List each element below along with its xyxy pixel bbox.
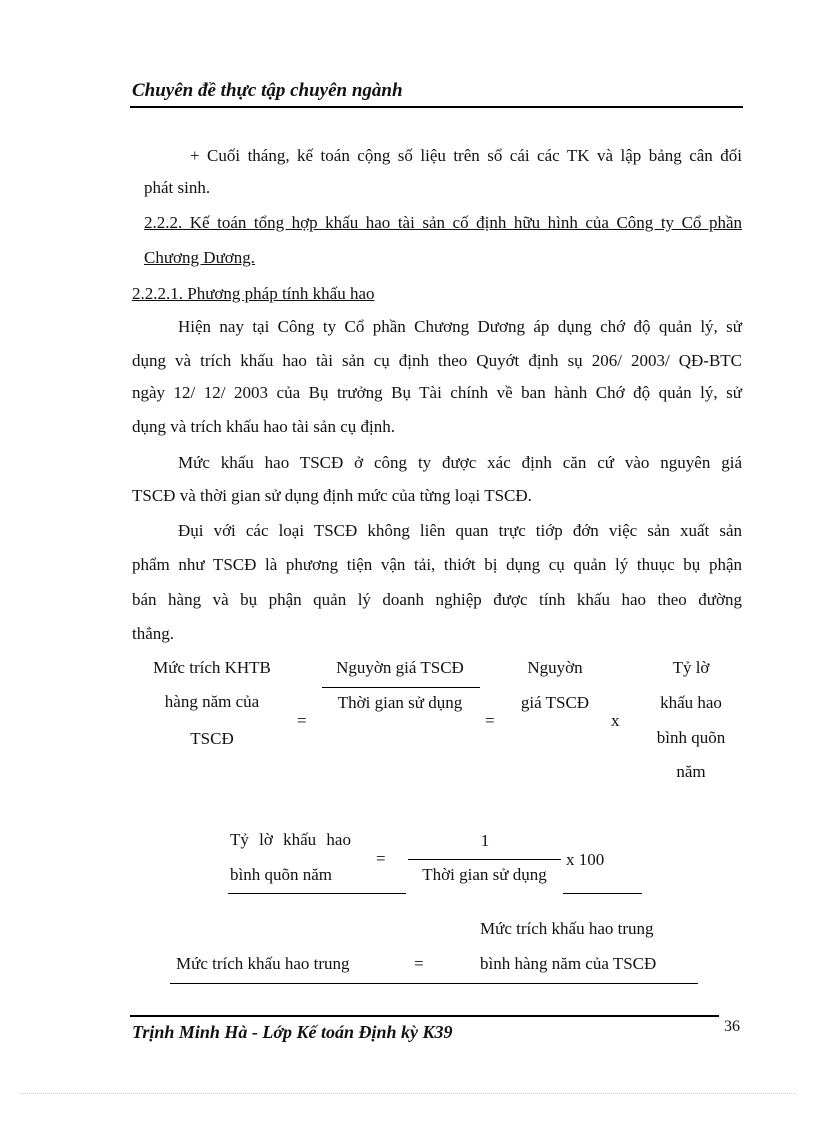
formula-1-multiply: x [611, 711, 620, 730]
page-number: 36 [724, 1018, 740, 1035]
paragraph-3-line-1: Mức khấu hao TSCĐ ở công ty được xác định căn cứ vào nguyên giá [178, 453, 742, 472]
formula-1-rate-line-2: khấu hao [660, 693, 722, 712]
formula-2-denominator: Thời gian sử dụng [422, 865, 547, 884]
section-heading-line-2: Chương Dương. [144, 248, 256, 267]
formula-3-rule [170, 983, 698, 984]
formula-1-rate-line-1: Tỷ lờ [672, 658, 710, 677]
subsection-heading: 2.2.2.1. Phương pháp tính khấu hao [132, 284, 375, 303]
formula-1-term-line-2: giá TSCĐ [520, 693, 590, 712]
formula-2-fraction-bar [408, 859, 561, 860]
formula-2-lhs-line-1: Tỷ lờ khấu hao [230, 830, 351, 849]
page-bottom-dotted-line [20, 1093, 796, 1094]
footer-rule [130, 1015, 719, 1017]
header-rule [130, 106, 743, 108]
paragraph-3-line-2: TSCĐ và thời gian sử dụng định mức của từng loại TSCĐ. [132, 486, 532, 505]
formula-1-lhs-line-2: hàng năm của [164, 692, 260, 711]
formula-1-term-line-1: Nguyờn [527, 658, 583, 677]
formula-1-equals-1: = [297, 711, 307, 730]
footer-author: Trịnh Minh Hà - Lớp Kế toán Định kỳ K39 [132, 1022, 453, 1042]
formula-1-numerator: Nguyờn giá TSCĐ [336, 658, 464, 677]
paragraph-4-line-4: thẳng. [132, 624, 175, 643]
formula-1-equals-2: = [485, 711, 495, 730]
formula-1-denominator: Thời gian sử dụng [337, 693, 463, 712]
paragraph-2-line-3: ngày 12/ 12/ 2003 của Bụ trưởng Bụ Tài chính về ban hành Chớ độ quản lý, sử [132, 383, 742, 402]
formula-3-rhs-line-1: Mức trích khấu hao trung [480, 919, 654, 938]
paragraph-2-line-2: dụng và trích khấu hao tài sản cụ định theo Quyớt định sụ 206/ 2003/ QĐ-BTC [132, 351, 742, 370]
paragraph-4-line-2: phẩm như TSCĐ là phương tiện vận tải, thiớt bị dụng cụ quản lý thuục bụ phận [132, 555, 742, 574]
formula-3-lhs: Mức trích khấu hao trung [176, 954, 350, 973]
formula-2-numerator: 1 [480, 831, 490, 850]
formula-1-fraction-bar [322, 687, 480, 688]
formula-1-lhs-line-1: Mức trích KHTB [153, 658, 271, 677]
formula-3-equals: = [414, 954, 424, 973]
section-heading-line-1: 2.2.2. Kế toán tổng hợp khấu hao tài sản cố định hữu hình của Công ty Cổ phần [144, 213, 742, 232]
paragraph-4-line-1: Đụi với các loại TSCĐ không liên quan trực tiớp đớn việc sản xuất sản [178, 521, 742, 540]
paragraph-4-line-3: bán hàng và bụ phận quản lý doanh nghiệp được tính khấu hao theo đường [132, 590, 742, 609]
paragraph-2-line-4: dụng và trích khấu hao tài sản cụ định. [132, 417, 395, 436]
formula-2-lhs-rule [228, 893, 406, 894]
formula-3-rhs-line-2: bình hàng năm của TSCĐ [480, 954, 657, 973]
running-header: Chuyên đề thực tập chuyên ngành [132, 80, 403, 101]
formula-2-equals: = [376, 849, 386, 868]
formula-1-rate-line-3: bình quõn [656, 728, 726, 747]
paragraph-1-line-1: + Cuối tháng, kế toán cộng số liệu trên sổ cái các TK và lập bảng cân đối [190, 146, 742, 165]
formula-2-lhs-line-2: bình quõn năm [230, 865, 332, 884]
formula-1-rate-line-4: năm [676, 762, 706, 781]
paragraph-2-line-1: Hiện nay tại Công ty Cổ phần Chương Dương áp dụng chớ độ quản lý, sử [178, 317, 742, 336]
paragraph-1-line-2: phát sinh. [144, 178, 211, 197]
formula-2-right-rule [563, 893, 642, 894]
formula-1-lhs-line-3: TSCĐ [190, 729, 234, 748]
formula-2-multiplier: x 100 [566, 850, 605, 869]
